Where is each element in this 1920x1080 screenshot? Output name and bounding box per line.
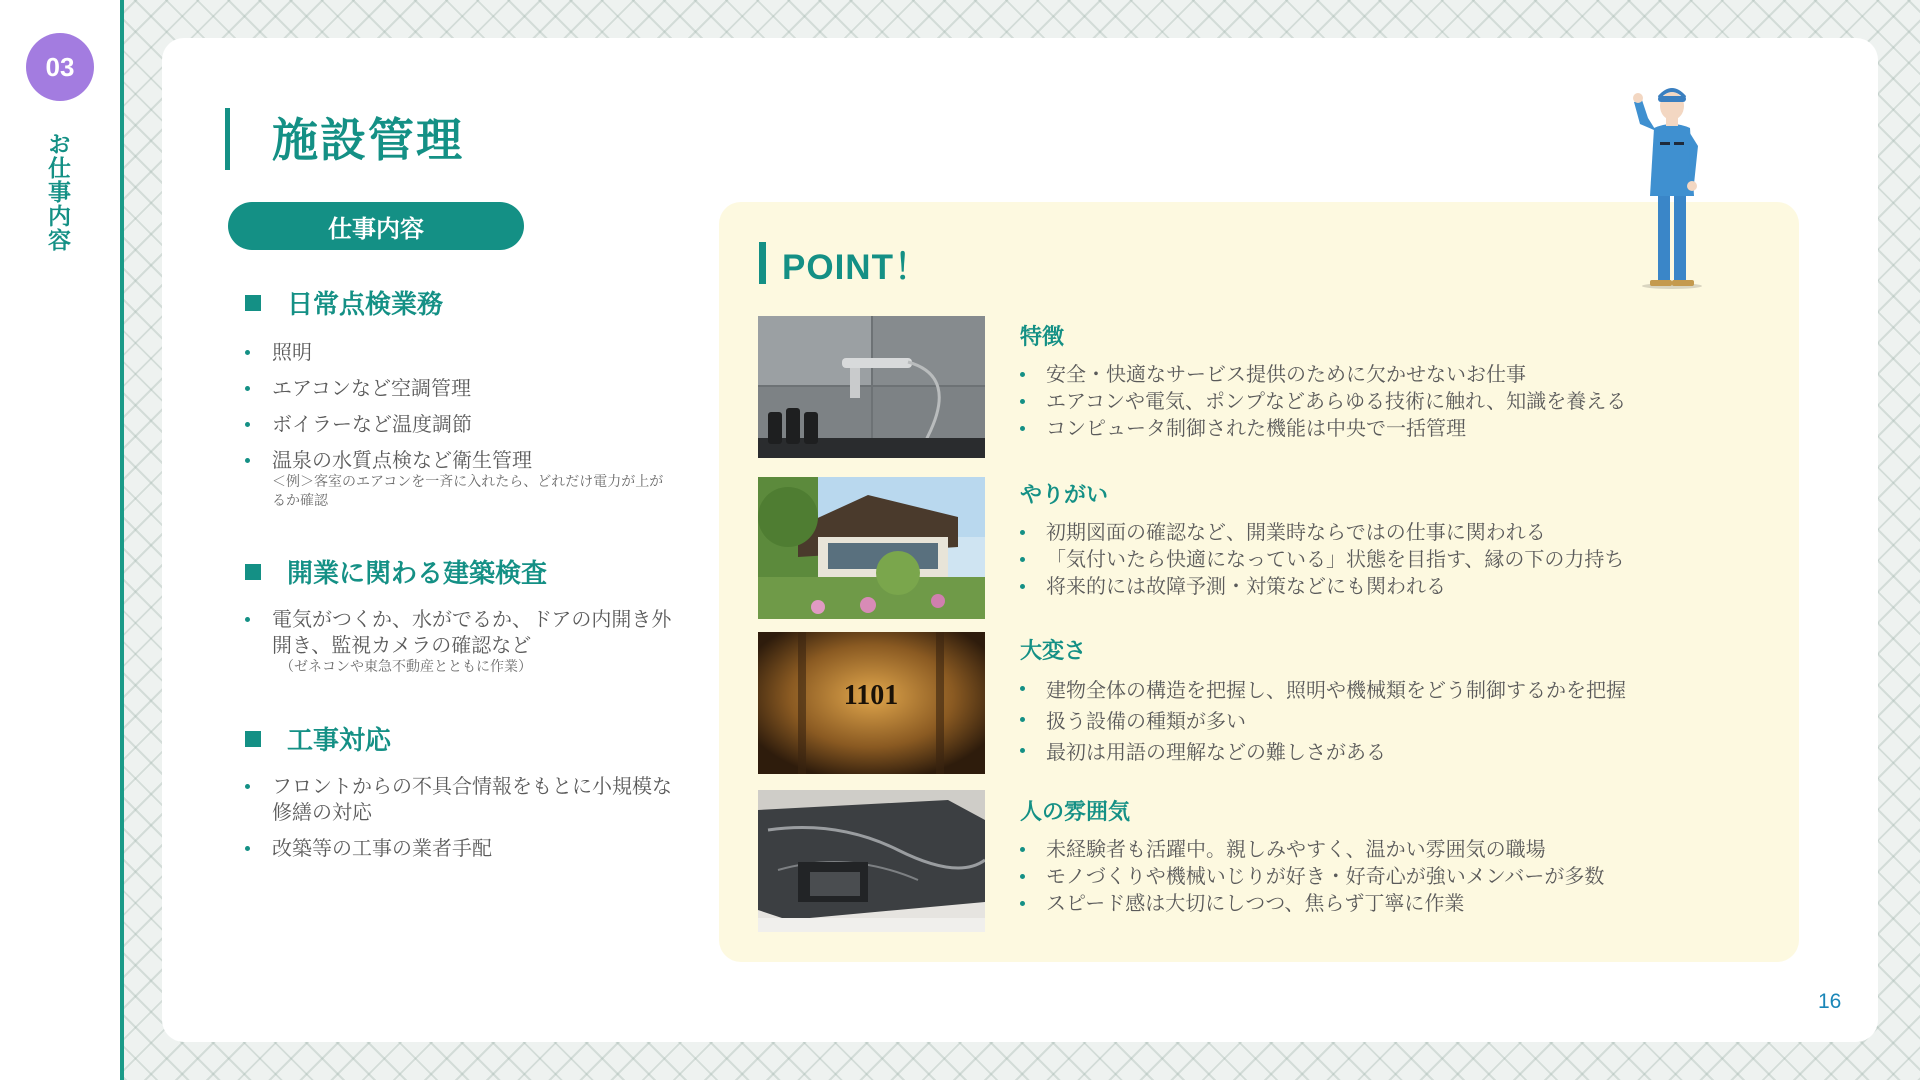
list-item — [1020, 863, 1740, 890]
list-item — [245, 773, 685, 825]
feature-list — [1020, 836, 1740, 917]
square-bullet-icon — [245, 295, 261, 311]
list-item — [1020, 836, 1740, 863]
chapter-number-badge: 03 — [26, 33, 94, 101]
feature-heading: 特徴 — [1020, 325, 1065, 350]
list-item-text: 温泉の水質点検など衛生管理 — [272, 448, 532, 472]
title-accent-bar — [225, 108, 230, 170]
feature-heading: 人の雰囲気 — [1020, 800, 1131, 825]
list-item-text: 将来的には故障予測・対策などにも関われる — [1046, 574, 1446, 598]
list-item — [1020, 573, 1740, 600]
list-item-text: 最初は用語の理解などの難しさがある — [1046, 740, 1386, 764]
shower-faucet-photo — [758, 316, 985, 458]
section-heading-text: 日常点検業務 — [287, 290, 444, 320]
list-item — [245, 835, 685, 861]
list-item — [245, 411, 685, 437]
list-item-text: 未経験者も活躍中。親しみやすく、温かい雰囲気の職場 — [1046, 837, 1546, 861]
feature-characteristics — [1020, 320, 1740, 442]
feature-heading: やりがい — [1020, 483, 1109, 508]
list-item-text: スピード感は大切にしつつ、焦らず丁寧に作業 — [1046, 891, 1465, 915]
page-title: 施設管理 — [272, 113, 464, 167]
chapter-label: お仕事内容 — [44, 132, 70, 252]
square-bullet-icon — [245, 564, 261, 580]
section-heading-text: 工事対応 — [287, 726, 392, 756]
page-number: 16 — [1818, 990, 1842, 1013]
list-item-text: 安全・快適なサービス提供のために欠かせないお仕事 — [1046, 362, 1526, 386]
list-item — [1020, 415, 1740, 442]
list-item-text: エアコンなど空調管理 — [272, 376, 471, 400]
list-item-text: コンピュータ制御された機能は中央で一括管理 — [1046, 416, 1466, 440]
list-item — [1020, 675, 1740, 706]
point-accent-bar — [759, 242, 766, 284]
list-item-text: 扱う設備の種類が多い — [1046, 709, 1246, 733]
marble-sink-photo — [758, 790, 985, 932]
section-construction — [245, 720, 685, 861]
list-item — [1020, 706, 1740, 737]
list-item-text: 「気付いたら快適になっている」状態を目指す、縁の下の力持ち — [1046, 547, 1625, 571]
feature-heading: 大変さ — [1020, 639, 1087, 664]
section-heading — [245, 720, 685, 757]
list-item-text: 建物全体の構造を把握し、照明や機械類をどう制御するかを把握 — [1046, 678, 1626, 702]
list-item — [1020, 546, 1740, 573]
list-item-text: 初期図面の確認など、開業時ならではの仕事に関われる — [1046, 520, 1546, 544]
section-list — [245, 606, 685, 677]
list-item-text: 照明 — [272, 340, 312, 364]
list-item-note: （ゼネコンや東急不動産とともに作業） — [280, 659, 532, 675]
list-item — [1020, 388, 1740, 415]
list-item — [245, 606, 685, 677]
job-content-pill: 仕事内容 — [228, 202, 524, 250]
section-list — [245, 339, 685, 511]
room-door-photo — [758, 632, 985, 774]
list-item-text: ボイラーなど温度調節 — [272, 412, 472, 436]
list-item — [1020, 737, 1740, 768]
feature-list — [1020, 519, 1740, 600]
list-item-text: 電気がつくか、水がでるか、ドアの内開き外開き、監視カメラの確認など — [272, 607, 672, 657]
list-item — [1020, 361, 1740, 388]
list-item — [245, 339, 685, 365]
feature-rewards — [1020, 478, 1740, 600]
list-item-text: 改築等の工事の業者手配 — [272, 836, 492, 860]
section-heading — [245, 284, 685, 321]
list-item — [245, 375, 685, 401]
maintenance-worker-illustration — [1630, 84, 1710, 290]
sidebar — [0, 0, 124, 1080]
door-number: 1101 — [843, 680, 899, 711]
feature-list — [1020, 675, 1740, 768]
square-bullet-icon — [245, 731, 261, 747]
list-item-text: エアコンや電気、ポンプなどあらゆる技術に触れ、知識を養える — [1046, 389, 1627, 413]
section-heading — [245, 553, 685, 590]
list-item — [1020, 519, 1740, 546]
section-daily-inspection — [245, 284, 685, 511]
section-list — [245, 773, 685, 861]
feature-list — [1020, 361, 1740, 442]
list-item — [1020, 890, 1740, 917]
list-item-text: フロントからの不具合情報をもとに小規模な修繕の対応 — [272, 774, 672, 824]
section-opening-inspection — [245, 553, 685, 677]
feature-atmosphere — [1020, 795, 1740, 917]
list-item-text: モノづくりや機械いじりが好き・好奇心が強いメンバーが多数 — [1046, 864, 1605, 888]
feature-challenges — [1020, 634, 1740, 768]
building-exterior-photo — [758, 477, 985, 619]
point-title: POINT！ — [782, 248, 930, 287]
list-item — [245, 447, 685, 511]
section-heading-text: 開業に関わる建築検査 — [287, 559, 548, 589]
list-item-note: ＜例＞客室のエアコンを一斉に入れたら、どれだけ電力が上がるか確認 — [272, 474, 664, 509]
